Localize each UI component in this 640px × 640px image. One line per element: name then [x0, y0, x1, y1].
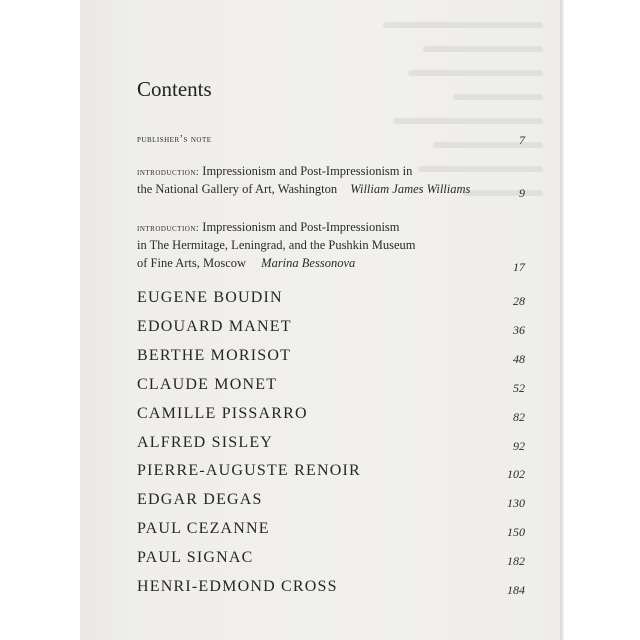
artist-entry-6: PIERRE-AUGUSTE RENOIR [137, 462, 361, 479]
artist-page-5: 92 [513, 439, 525, 453]
artist-page-1: 36 [513, 323, 525, 337]
intro2-text1: Impressionism and Post-Impressionism [202, 220, 400, 234]
artist-page-3: 52 [513, 381, 525, 395]
publishers-note-page: 7 [519, 133, 525, 147]
artist-page-7: 130 [507, 496, 525, 510]
intro1-line1 [137, 164, 412, 179]
artist-page-0: 28 [513, 294, 525, 308]
artist-page-9: 182 [507, 554, 525, 568]
intro2-author: Marina Bessonova [261, 256, 356, 270]
intro2-line1 [137, 220, 400, 235]
artist-page-8: 150 [507, 525, 525, 539]
intro1-lead: introduction: [137, 167, 200, 178]
artist-entry-4: CAMILLE PISSARRO [137, 405, 308, 422]
intro1-author: William James Williams [350, 182, 471, 196]
artist-page-4: 82 [513, 410, 525, 424]
artist-page-2: 48 [513, 352, 525, 366]
artist-entry-3: CLAUDE MONET [137, 376, 278, 393]
intro2-page: 17 [513, 260, 525, 274]
artist-entry-8: PAUL CEZANNE [137, 520, 270, 537]
artist-entry-2: BERTHE MORISOT [137, 347, 292, 364]
artist-entry-5: ALFRED SISLEY [137, 434, 274, 451]
intro2-text3: of Fine Arts, Moscow [137, 256, 247, 270]
artist-entry-7: EDGAR DEGAS [137, 491, 263, 508]
artist-page-10: 184 [507, 583, 525, 597]
intro1-text1: Impressionism and Post-Impressionism in [202, 164, 413, 178]
artist-entry-1: EDOUARD MANET [137, 318, 292, 335]
publishers-note-label: publisher’s note [137, 134, 212, 145]
intro1-text2: the National Gallery of Art, Washington [137, 182, 338, 196]
artist-entry-10: HENRI-EDMOND CROSS [137, 578, 338, 595]
page-title: Contents [137, 77, 212, 101]
intro2-line2: in The Hermitage, Leningrad, and the Pushkin Museum [137, 238, 416, 252]
intro1-page: 9 [519, 186, 525, 200]
artist-page-6: 102 [507, 467, 525, 481]
intro2-line3 [137, 256, 355, 271]
artist-entry-0: EUGENE BOUDIN [137, 289, 283, 306]
intro1-line2 [137, 182, 470, 197]
page-edge [560, 0, 564, 640]
artist-entry-9: PAUL SIGNAC [137, 549, 254, 566]
intro2-lead: introduction: [137, 223, 200, 234]
